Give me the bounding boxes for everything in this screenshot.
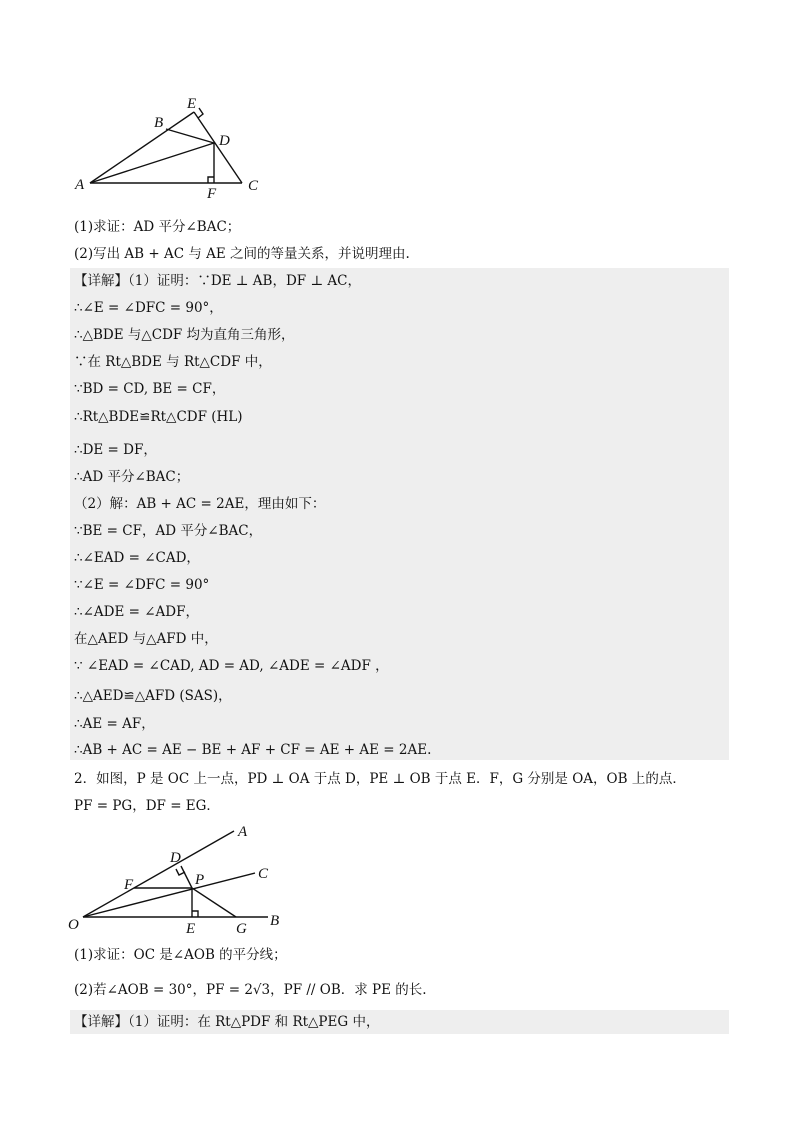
right-angle-mark-E xyxy=(192,911,198,917)
solution-2-line: 【详解】（1）证明：在 Rt△PDF 和 Rt△PEG 中， xyxy=(74,1014,380,1030)
solution-1-line: ∴Rt△BDE≌Rt△CDF (HL) xyxy=(74,409,243,425)
label-E: E xyxy=(186,921,196,937)
label-B: B xyxy=(154,115,164,131)
right-angle-mark-E xyxy=(198,108,203,118)
label-G: G xyxy=(236,921,247,937)
solution-1-line: ∵BD = CD, BE = CF， xyxy=(74,381,226,397)
figure-2-angle-diagram xyxy=(66,818,296,940)
label-D: D xyxy=(219,133,230,149)
question-2-given: PF = PG，DF = EG． xyxy=(74,798,220,814)
ray-OA xyxy=(83,831,234,917)
question-2-stem: 2．如图，P 是 OC 上一点，PD ⊥ OA 于点 D，PE ⊥ OB 于点 E．F，G 分别是 OA，OB 上的点． xyxy=(74,771,686,787)
ray-OC xyxy=(83,873,255,917)
right-angle-mark-F xyxy=(208,177,214,183)
solution-1-line: （2）解：AB + AC = 2AE，理由如下： xyxy=(74,496,326,512)
figure-1-triangle-diagram xyxy=(70,92,270,202)
question-2-part-2: (2)若∠AOB = 30°，PF = 2√3，PF // OB．求 PE 的长. xyxy=(74,982,427,998)
solution-1-line: ∴DE = DF， xyxy=(74,442,157,458)
solution-1-line: ∵在 Rt△BDE 与 Rt△CDF 中， xyxy=(74,354,272,370)
label-P: P xyxy=(195,872,205,888)
solution-1-line: ∵ ∠EAD = ∠CAD, AD = AD, ∠ADE = ∠ADF ， xyxy=(74,658,389,674)
solution-1-line: ∴AE = AF， xyxy=(74,716,155,732)
question-2-part-1: (1)求证：OC 是∠AOB 的平分线； xyxy=(74,947,287,963)
solution-1-line: 在△AED 与△AFD 中， xyxy=(74,631,218,647)
label-F: F xyxy=(207,186,217,202)
line-AD xyxy=(90,143,214,183)
label-E: E xyxy=(187,96,197,112)
solution-1-line: ∴∠E = ∠DFC = 90°， xyxy=(74,300,223,316)
solution-1-line: ∴△AED≌△AFD (SAS)， xyxy=(74,688,232,704)
solution-1-line: ∵∠E = ∠DFC = 90° xyxy=(74,577,210,593)
solution-1-line: ∴∠EAD = ∠CAD， xyxy=(74,550,200,566)
line-AE xyxy=(90,112,194,183)
solution-1-line: ∴△BDE 与△CDF 均为直角三角形， xyxy=(74,327,295,343)
solution-1-line: ∵BE = CF，AD 平分∠BAC， xyxy=(74,523,263,539)
label-F: F xyxy=(124,877,134,893)
label-A: A xyxy=(75,177,85,193)
solution-1-line: ∴∠ADE = ∠ADF， xyxy=(74,604,199,620)
question-1-part-1: (1)求证：AD 平分∠BAC； xyxy=(74,219,241,235)
solution-1-line: ∴AB + AC = AE − BE + AF + CF = AE + AE = 2AE. xyxy=(74,742,432,758)
line-PD xyxy=(181,866,192,888)
label-D: D xyxy=(170,850,181,866)
label-C: C xyxy=(258,866,269,882)
label-A: A xyxy=(238,824,248,840)
solution-1-line: 【详解】（1）证明：∵DE ⊥ AB，DF ⊥ AC， xyxy=(74,273,362,289)
label-O: O xyxy=(68,917,79,933)
solution-1-line: ∴AD 平分∠BAC； xyxy=(74,469,190,485)
label-C: C xyxy=(248,178,259,194)
label-B: B xyxy=(270,913,280,929)
question-1-part-2: (2)写出 AB + AC 与 AE 之间的等量关系，并说明理由. xyxy=(74,246,410,262)
